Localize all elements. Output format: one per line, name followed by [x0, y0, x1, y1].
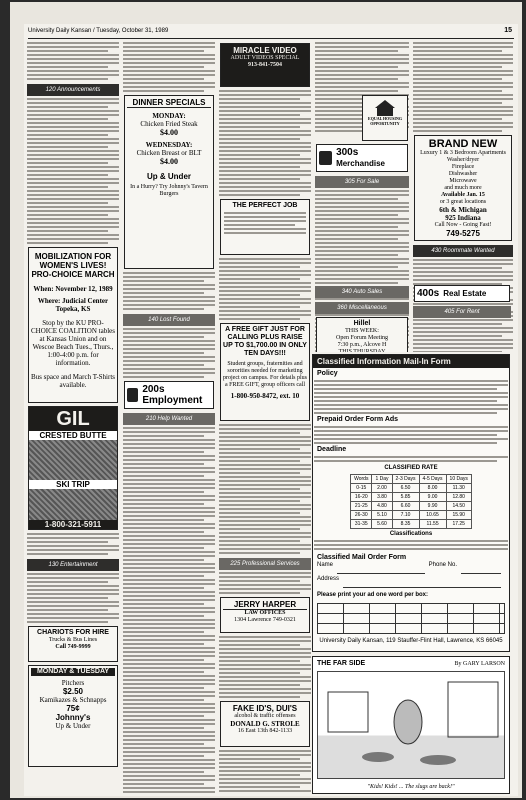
name-row: [313, 562, 509, 576]
chariots-ad: [28, 626, 118, 662]
publication-line: University Daily Kansan / Tuesday, October 31, 1989: [28, 28, 169, 34]
brand-new-feature-2: Fireplace: [451, 164, 475, 170]
fake-ids-name: DONALD G. STROLE: [230, 720, 300, 728]
rate-cell: 0-15: [351, 484, 372, 493]
jerry-harper-ad: [220, 597, 310, 633]
far-side-caption: "Kids! Kids! ... The slugs are back!": [367, 784, 455, 790]
dinner-wed-price: $4.00: [160, 157, 178, 166]
far-side-author: By GARY LARSON: [454, 661, 505, 667]
perfect-job-ad: [220, 199, 310, 255]
mt-name: Johnny's: [55, 713, 91, 722]
mobilization-stopby: Stop by the KU PRO-CHOICE COALITION tables at Kansas Union and on Wescoe Beach Tues., Thurs., 1:00-4:00 p.m. for information.: [31, 319, 115, 367]
section-miscellaneous: 360 Miscellaneous: [315, 302, 409, 314]
jerry-sub: LAW OFFICES: [244, 610, 286, 616]
mt-line2: Kamikazes & Schnapps: [39, 696, 107, 704]
monday-tuesday-ad: [28, 665, 118, 767]
rate-row: [351, 484, 472, 493]
fake-ids-title: FAKE ID'S, DUI'S: [232, 704, 298, 713]
rate-cell: 21-25: [351, 502, 372, 511]
rate-cell: 9.00: [419, 493, 446, 502]
phone-field[interactable]: [461, 564, 501, 574]
hillel-day: THIS THURSDAY: [338, 349, 386, 352]
rate-cell: 9.90: [419, 502, 446, 511]
hillel-time: 7:30 p.m., Alcove H: [337, 342, 387, 348]
rate-table: [350, 474, 472, 529]
section-employment-header: [124, 381, 214, 409]
column-2: [122, 40, 216, 794]
mt-line1: Pitchers: [61, 679, 85, 687]
brand-new-campus: or 3 great locations: [439, 199, 487, 205]
mt-name2: Up & Under: [55, 722, 91, 730]
hillel-week: THIS WEEK:: [345, 328, 379, 334]
cartoon-svg: [318, 672, 504, 778]
section-merchandise-header: [316, 144, 408, 172]
rate-header-cell: 2-3 Days: [392, 475, 419, 484]
mobilization-bus: Bus space and March T-Shirts available.: [31, 373, 115, 389]
free-gift-ad: [220, 323, 310, 421]
dinner-title: DINNER SPECIALS: [127, 98, 211, 108]
fake-ids-body: alcohol & traffic offenses: [234, 713, 296, 719]
column-3: [218, 40, 312, 794]
rate-cell: 5.60: [372, 520, 392, 529]
rate-cell: 16-20: [351, 493, 372, 502]
col4-realestate-strip: [412, 282, 512, 352]
rate-cell: 2.00: [372, 484, 392, 493]
hillel-title: Hillel: [353, 320, 371, 327]
rate-cell: 11.30: [446, 484, 471, 493]
address-field[interactable]: [343, 578, 501, 588]
dinner-mon: MONDAY:: [152, 112, 186, 120]
brand-new-feature-3: Dishwasher: [448, 171, 478, 177]
mt-price1: $2.50: [62, 687, 84, 696]
fake-ids-ad: [220, 701, 310, 747]
gil-skitrip: SKI TRIP: [29, 480, 117, 489]
classified-policy: Policy: [317, 370, 338, 377]
classified-info-box: [312, 354, 510, 652]
merch-number: 300s: [336, 147, 359, 158]
brand-new-addr2: 925 Indiana: [445, 214, 481, 222]
mobilization-where: Where: Judicial Center Topeka, KS: [37, 297, 109, 313]
brand-new-phone: 749-5275: [446, 229, 480, 238]
rate-cell: 31-35: [351, 520, 372, 529]
section-entertainment: 130 Entertainment: [27, 559, 119, 571]
brand-new-feature-4: Microwave: [449, 178, 477, 184]
far-side-title: THE FAR SIDE: [317, 660, 366, 667]
dinner-mon-price: $4.00: [160, 128, 178, 137]
equal-housing-ad: [362, 95, 408, 141]
gil-phone: 1-800-321-5911: [29, 520, 117, 529]
section-lost-found: 140 Lost Found: [123, 314, 215, 326]
section-auto-sales: 340 Auto Sales: [315, 286, 409, 298]
rate-cell: 8.35: [392, 520, 419, 529]
brand-new-call: Call Now - Going Fast!: [434, 222, 492, 228]
gil-subtitle: CRESTED BUTTE: [29, 431, 117, 440]
brand-new-title: BRAND NEW: [428, 138, 498, 150]
dinner-wed: WEDNESDAY:: [145, 141, 193, 149]
rate-cell: 5.85: [392, 493, 419, 502]
free-gift-title: A FREE GIFT JUST FOR CALLING PLUS RAISE UP TO $1,700.00 IN ONLY TEN DAYS!!!: [223, 326, 307, 357]
address-label: Address: [317, 576, 340, 582]
classified-page: [24, 24, 518, 796]
rate-cell: 26-30: [351, 511, 372, 520]
equal-housing-title: EQUAL HOUSING OPPORTUNITY: [368, 116, 402, 126]
employment-label: Employment: [142, 395, 203, 406]
section-professional-services: 225 Professional Services: [219, 558, 311, 570]
mobilization-ad: [28, 247, 118, 403]
rate-header-cell: Words: [351, 475, 372, 484]
mt-title: MONDAY & TUESDAY: [31, 668, 115, 676]
dinner-place2: In a Hurry? Try Johnny's Tavern Burgers: [130, 184, 208, 197]
hillel-open: Open Forum Meeting: [336, 335, 388, 341]
print-label: Please print your ad one word per box:: [317, 592, 429, 598]
name-field[interactable]: [337, 564, 425, 574]
mobilization-when: When: November 12, 1989: [33, 285, 113, 293]
cartoon-drawing: [317, 671, 505, 779]
rate-header-cell: 1 Day: [372, 475, 392, 484]
mt-price2: 75¢: [66, 704, 80, 713]
chariots-phone: Call 749-9999: [55, 644, 91, 650]
gil-title: GIL: [29, 407, 117, 431]
real-estate-label: Real Estate: [443, 289, 487, 298]
order-form-title: Classified Mail Order Form: [317, 554, 407, 561]
rate-cell: 14.50: [446, 502, 471, 511]
miracle-body: ADULT VIDEOS SPECIAL: [230, 55, 300, 61]
word-boxes[interactable]: [317, 603, 505, 634]
rate-cell: 11.55: [419, 520, 446, 529]
rate-cell: 6.60: [392, 502, 419, 511]
section-badge-icon: [127, 388, 138, 402]
employment-number: 200s: [142, 384, 165, 395]
name-label: Name: [317, 562, 334, 568]
free-gift-body: Student groups, fraternities and sororities needed for marketing project on campus. For details plus a FREE GIFT, group officers call: [223, 361, 307, 388]
dinner-wed-item: Chicken Breast or BLT: [136, 149, 202, 157]
rate-cell: 17.25: [446, 520, 471, 529]
rate-cell: 5.10: [372, 511, 392, 520]
hillel-ad: [316, 317, 408, 352]
fake-ids-addr: 16 East 13th 842-1133: [237, 728, 293, 734]
brand-new-addr: 6th & Michigan: [439, 206, 487, 214]
rate-row: [351, 493, 472, 502]
rate-cell: 15.90: [446, 511, 471, 520]
merch-label: Merchandise: [336, 159, 385, 168]
rate-header-row: [351, 475, 472, 484]
brand-new-sub: Luxury 1 & 3 Bedroom Apartments: [420, 150, 506, 156]
miracle-phone: 913-841-7504: [248, 62, 282, 68]
far-side-cartoon: [312, 656, 510, 794]
classified-prepaid: Prepaid Order Form Ads: [317, 416, 399, 423]
house-icon: [375, 100, 395, 108]
jerry-title: JERRY HARPER: [223, 600, 307, 610]
chariots-title: CHARIOTS FOR HIRE: [37, 629, 109, 636]
section-badge-icon: [319, 151, 332, 165]
dinner-place: Up & Under: [147, 172, 191, 181]
miracle-title: MIRACLE VIDEO: [233, 46, 297, 55]
classified-title: Classified Information Mail-In Form: [313, 355, 509, 368]
brand-new-feature-5: and much more: [444, 185, 482, 191]
dinner-specials-ad: [124, 95, 214, 269]
brand-new-feature-1: Washer/dryer: [446, 157, 480, 163]
rate-cell: 7.10: [392, 511, 419, 520]
mobilization-title: MOBILIZATION FOR WOMEN'S LIVES! PRO-CHOICE MARCH: [31, 252, 115, 279]
phone-label: Phone No.: [428, 562, 457, 568]
column-1: [26, 40, 120, 794]
brand-new-apartments-ad: [414, 135, 512, 241]
rate-header-cell: 4-5 Days: [419, 475, 446, 484]
dinner-mon-item: Chicken Fried Steak: [140, 120, 198, 128]
rate-cell: 4.80: [372, 502, 392, 511]
col4-sections-strip: [314, 282, 410, 352]
rate-row: [351, 502, 472, 511]
section-for-sale: 305 For Sale: [315, 176, 409, 188]
section-for-rent: 405 For Rent: [413, 306, 511, 318]
miracle-video-ad: [220, 43, 310, 87]
rate-cell: 8.00: [419, 484, 446, 493]
section-help-wanted: 210 Help Wanted: [123, 413, 215, 425]
rate-row: [351, 511, 472, 520]
jerry-addr: 1304 Lawrence 749-0321: [234, 617, 296, 623]
section-announcements: 120 Announcements: [27, 84, 119, 96]
mail-to: University Daily Kansan, 119 Stauffer-Flint Hall, Lawrence, KS 66045: [319, 638, 503, 644]
rate-cell: 10.65: [419, 511, 446, 520]
free-gift-phone: 1-800-950-8472, ext. 10: [230, 392, 300, 400]
rates-title: CLASSIFIED RATE: [384, 465, 438, 471]
rate-cell: 6.50: [392, 484, 419, 493]
page-number: 15: [504, 27, 512, 34]
newspaper-sheet: [10, 2, 522, 798]
rate-header-cell: 10 Days: [446, 475, 471, 484]
rate-cell: 12.80: [446, 493, 471, 502]
classified-deadline: Deadline: [317, 446, 347, 453]
rate-row: [351, 520, 472, 529]
section-real-estate-header: [414, 285, 510, 302]
gil-ski-ad: [28, 406, 118, 530]
real-estate-number: 400s: [417, 288, 440, 299]
rate-cell: 3.80: [372, 493, 392, 502]
perfect-job-title: THE PERFECT JOB: [232, 202, 298, 209]
address-row: [313, 576, 509, 590]
page-header: [28, 26, 514, 39]
brand-new-avail: Available Jan. 15: [441, 192, 485, 198]
chariots-body: Trucks & Bus Lines: [48, 637, 98, 643]
section-roommate-wanted: 430 Roommate Wanted: [413, 245, 513, 257]
classifications-label: Classifications: [389, 531, 433, 537]
